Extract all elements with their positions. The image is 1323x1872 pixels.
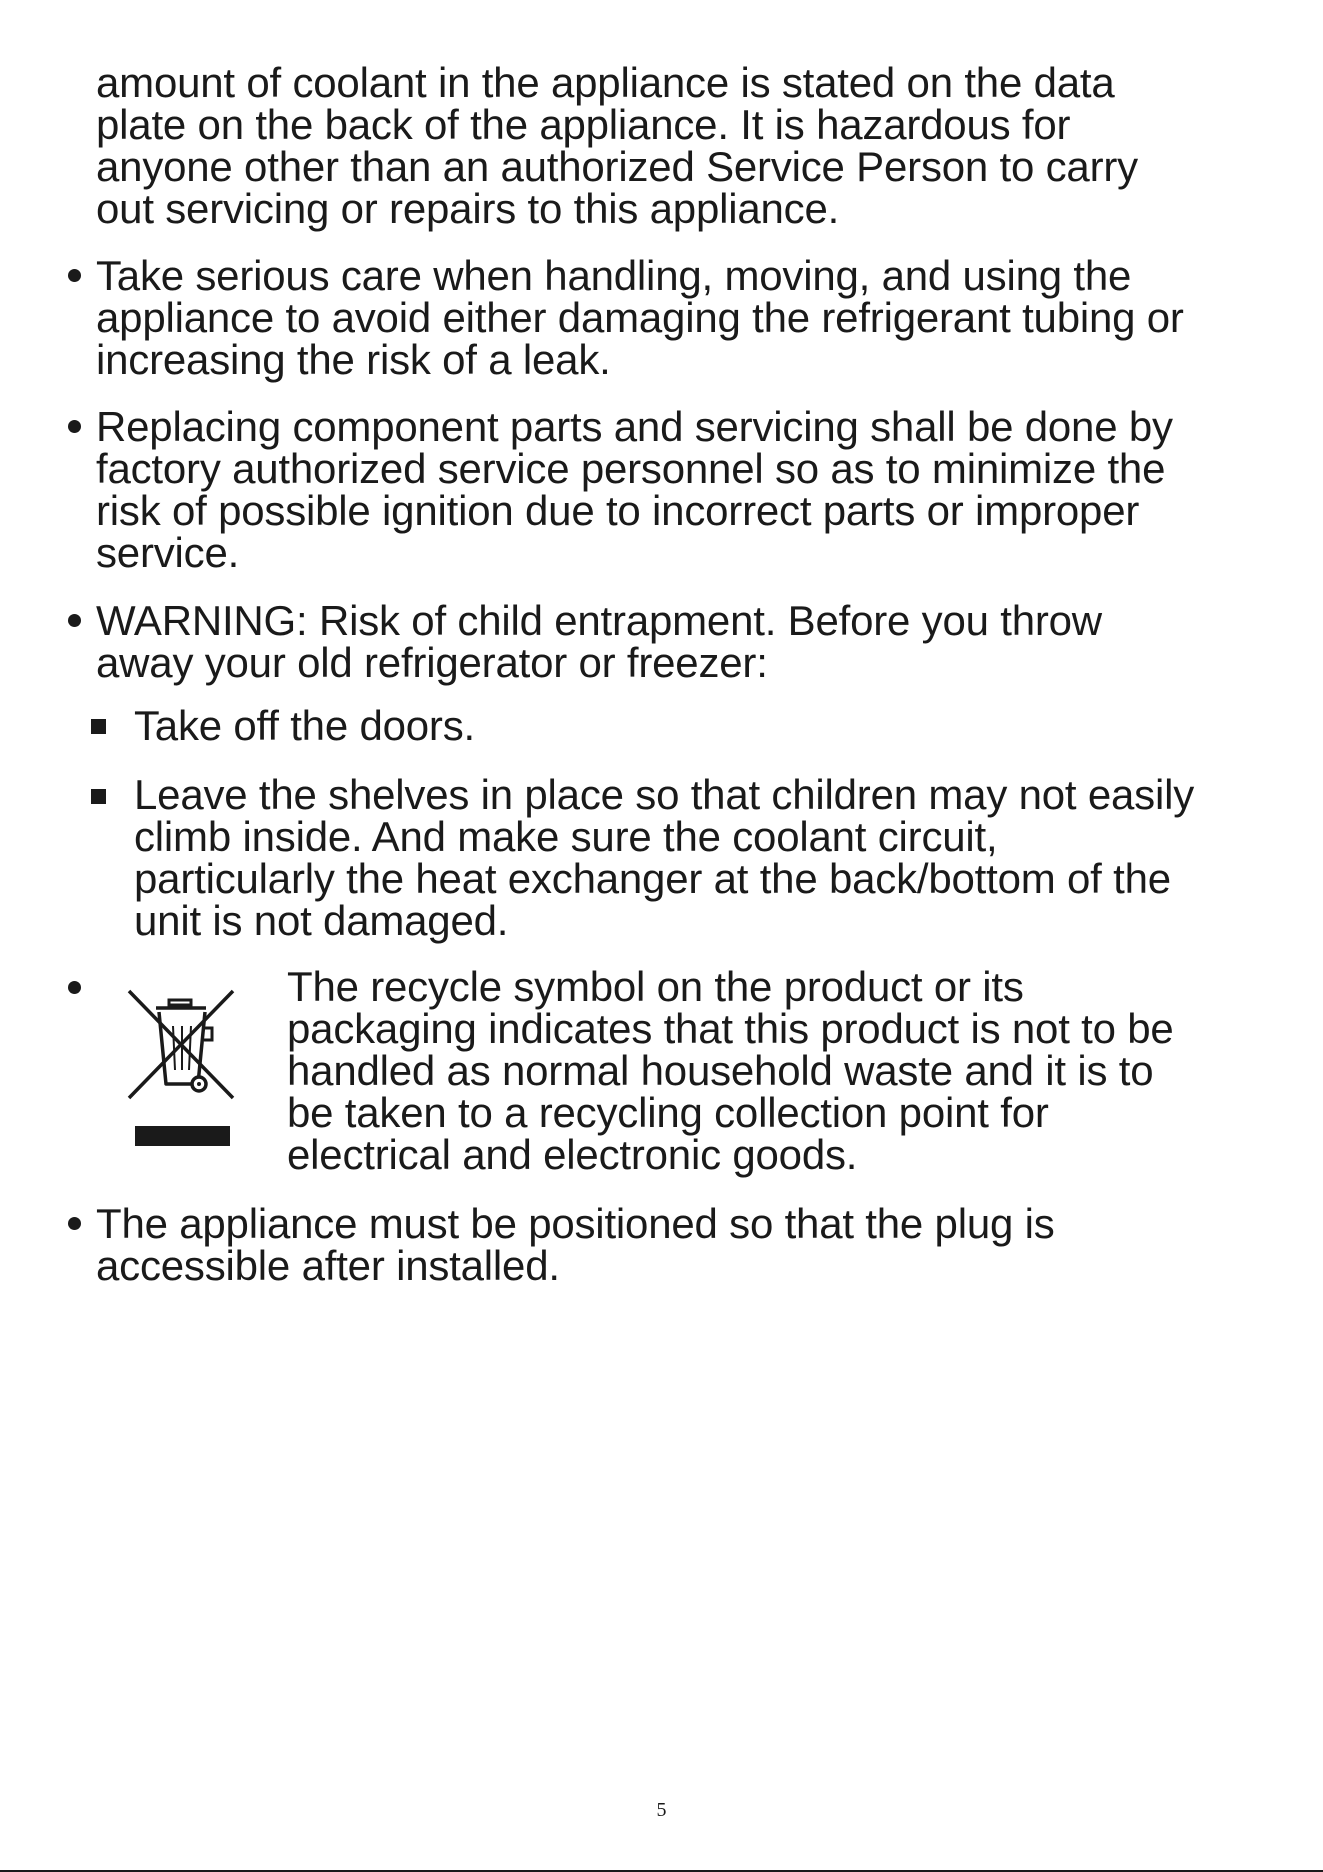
sub-bullet-marker [91,789,106,804]
crossed-out-wheeled-bin-icon [126,988,236,1148]
bullet-line: accessible after installed. [96,1242,560,1289]
bullet-marker [68,614,81,627]
recycle-line: be taken to a recycling collection point for [287,1089,1049,1136]
bullet-line: The appliance must be positioned so that the plug is [96,1200,1055,1247]
sub-item-remove-doors [134,702,475,749]
bullet-line: Take serious care when handling, moving, and using the [96,252,1132,299]
recycle-line: electrical and electronic goods. [287,1131,858,1178]
page-number: 5 [656,1799,667,1821]
bullet-line: service. [96,529,240,576]
bullet-marker [68,269,81,282]
bullet-line: Replacing component parts and servicing shall be done by [96,403,1173,450]
bullet-marker [68,1217,81,1230]
warning-line: WARNING: Risk of child entrapment. Before you throw [96,597,1102,644]
bullet-replacing-parts [96,403,1173,576]
sub-item-line: Take off the doors. [134,702,475,749]
intro-paragraph [96,59,1138,232]
bullet-line: appliance to avoid either damaging the refrigerant tubing or [96,294,1184,341]
bullet-marker [68,420,81,433]
sub-item-line: unit is not damaged. [134,897,509,944]
intro-line: plate on the back of the appliance. It is hazardous for [96,101,1071,148]
sub-item-line: particularly the heat exchanger at the back/bottom of the [134,855,1171,902]
sub-item-leave-shelves [134,771,1195,944]
bullet-marker [68,981,81,994]
warning-line: away your old refrigerator or freezer: [96,639,768,686]
bullet-line: factory authorized service personnel so as to minimize the [96,445,1166,492]
sub-item-line: Leave the shelves in place so that children may not easily [134,771,1195,818]
recycle-line: handled as normal household waste and it is to [287,1047,1154,1094]
sub-bullet-marker [91,719,106,734]
intro-line: out servicing or repairs to this appliance. [96,185,840,232]
bullet-plug-accessible [96,1200,1055,1289]
bullet-handling-care [96,252,1184,383]
recycle-line: packaging indicates that this product is not to be [287,1005,1174,1052]
bullet-line: increasing the risk of a leak. [96,336,611,383]
bullet-warning-entrapment [96,597,1102,686]
recycle-line: The recycle symbol on the product or its [287,963,1024,1010]
sub-item-line: climb inside. And make sure the coolant circuit, [134,813,998,860]
intro-line: amount of coolant in the appliance is stated on the data [96,59,1115,106]
bullet-recycle-symbol [287,963,1174,1178]
intro-line: anyone other than an authorized Service Person to carry [96,143,1138,190]
bullet-line: risk of possible ignition due to incorrect parts or improper [96,487,1140,534]
